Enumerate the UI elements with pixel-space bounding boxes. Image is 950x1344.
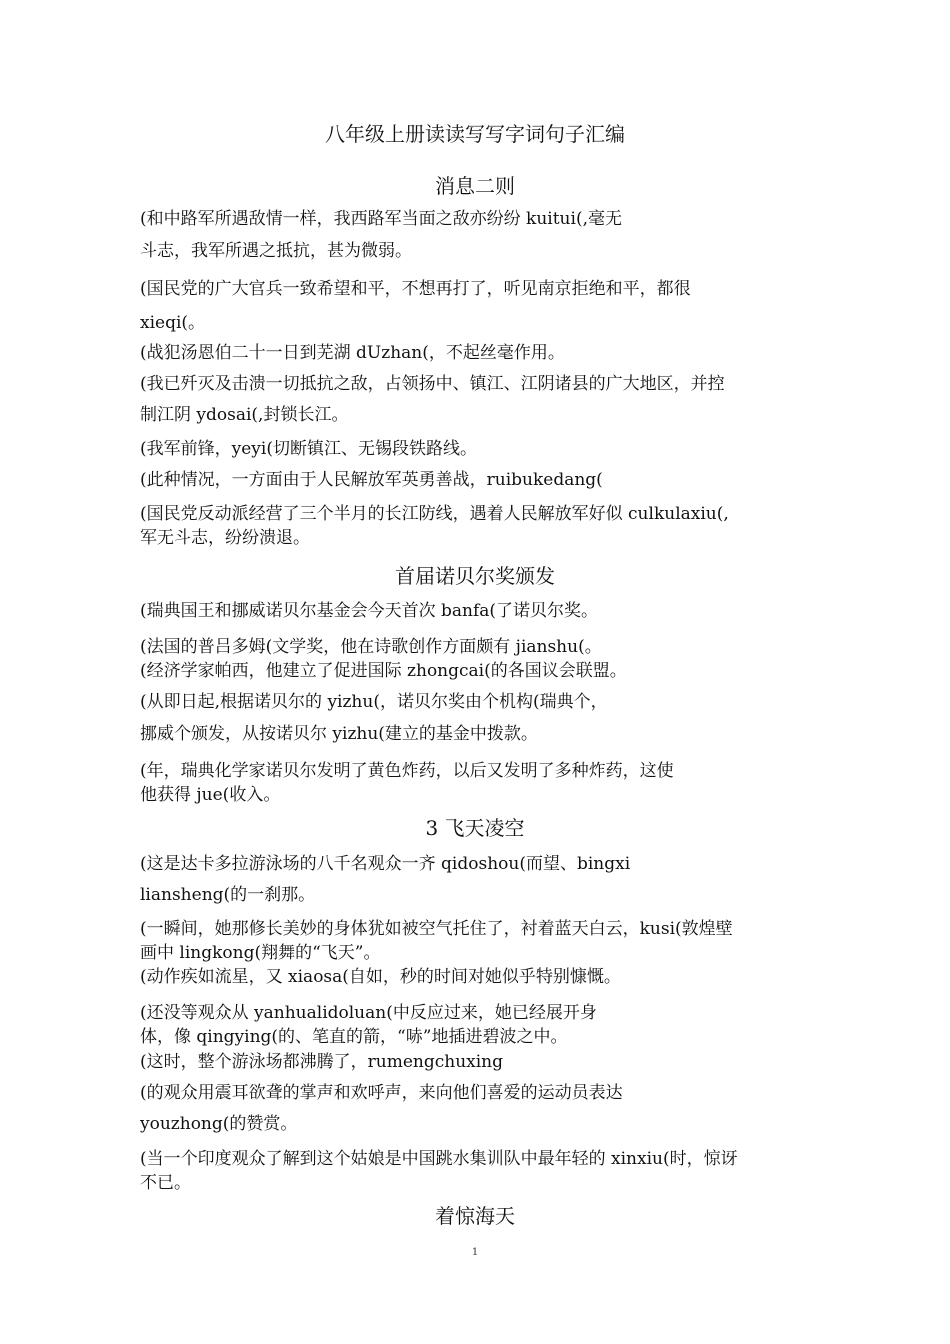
section-heading: 3 飞天凌空 [425,816,525,840]
text-line: (年，瑞典化学家诺贝尔发明了黄色炸药，以后又发明了多种炸药，这使 [140,761,674,781]
text-line: (这时，整个游泳场都沸腾了，rumengchuxing [140,1052,503,1072]
section-heading: 首届诺贝尔奖颁发 [395,564,555,588]
text-line: (当一个印度观众了解到这个姑娘是中国跳水集训队中最年轻的 xinxiu(时，惊讶 [140,1149,738,1169]
text-line: (经济学家帕西，他建立了促进国际 zhongcai(的各国议会联盟。 [140,661,627,681]
text-line: 他获得 jue(收入。 [140,785,281,805]
text-line: (这是达卡多拉游泳场的八千名观众一齐 qidoshou(而望、bingxi [140,854,631,874]
section-heading: 消息二则 [435,174,515,198]
text-line: (战犯汤恩伯二十一日到芜湖 dUzhan(，不起丝毫作用。 [140,343,565,363]
text-line: (和中路军所遇敌情一样，我西路军当面之敌亦纷纷 kuitui(,毫无 [140,209,622,229]
text-line: (一瞬间，她那修长美妙的身体犹如被空气托住了，衬着蓝天白云，kusi(敦煌壁 [140,919,733,939]
text-line: xieqi(。 [140,313,206,333]
text-line: 军无斗志，纷纷溃退。 [140,528,310,548]
text-line: (从即日起,根据诺贝尔的 yizhu(，诺贝尔奖由个机构(瑞典个， [140,692,608,712]
text-line: (动作疾如流星，又 xiaosa(自如，秒的时间对她似乎特别慷慨。 [140,967,621,987]
text-line: (法国的普吕多姆(文学奖，他在诗歌创作方面颇有 jianshu(。 [140,637,602,657]
text-line: (还没等观众从 yanhualidoluan(中反应过来，她已经展开身 [140,1003,597,1023]
text-line: (国民党的广大官兵一致希望和平，不想再打了，听见南京拒绝和平，都很 [140,279,691,299]
text-line: 制江阴 ydosai(,封锁长江。 [140,405,349,425]
text-line: youzhong(的赞赏。 [140,1114,298,1134]
page-number: 1 [471,1247,479,1258]
text-line: liansheng(的一刹那。 [140,885,316,905]
text-line: (我军前锋，yeyi(切断镇江、无锡段铁路线。 [140,439,477,459]
text-line: 画中 lingkong(翔舞的“飞天”。 [140,943,381,963]
text-line: 不已。 [140,1173,191,1193]
text-line: (此种情况，一方面由于人民解放军英勇善战，ruibukedang( [140,470,603,490]
text-line: 体，像 qingying(的、笔直的箭，“哧”地插进碧波之中。 [140,1027,568,1047]
section-heading: 着惊海天 [435,1204,515,1228]
page-title: 八年级上册读读写写字词句子汇编 [325,122,625,146]
text-line: (我已歼灭及击溃一切抵抗之敌，占领扬中、镇江、江阴诸县的广大地区，并控 [140,374,725,394]
text-line: 斗志，我军所遇之抵抗，甚为微弱。 [140,241,412,261]
text-line: (的观众用震耳欲聋的掌声和欢呼声，来向他们喜爱的运动员表达 [140,1083,623,1103]
text-line: (瑞典国王和挪威诺贝尔基金会今天首次 banfa(了诺贝尔奖。 [140,601,599,621]
text-line: 挪威个颁发，从按诺贝尔 yizhu(建立的基金中拨款。 [140,724,538,744]
text-line: (国民党反动派经营了三个半月的长江防线，遇着人民解放军好似 culkulaxiu(, [140,504,729,524]
